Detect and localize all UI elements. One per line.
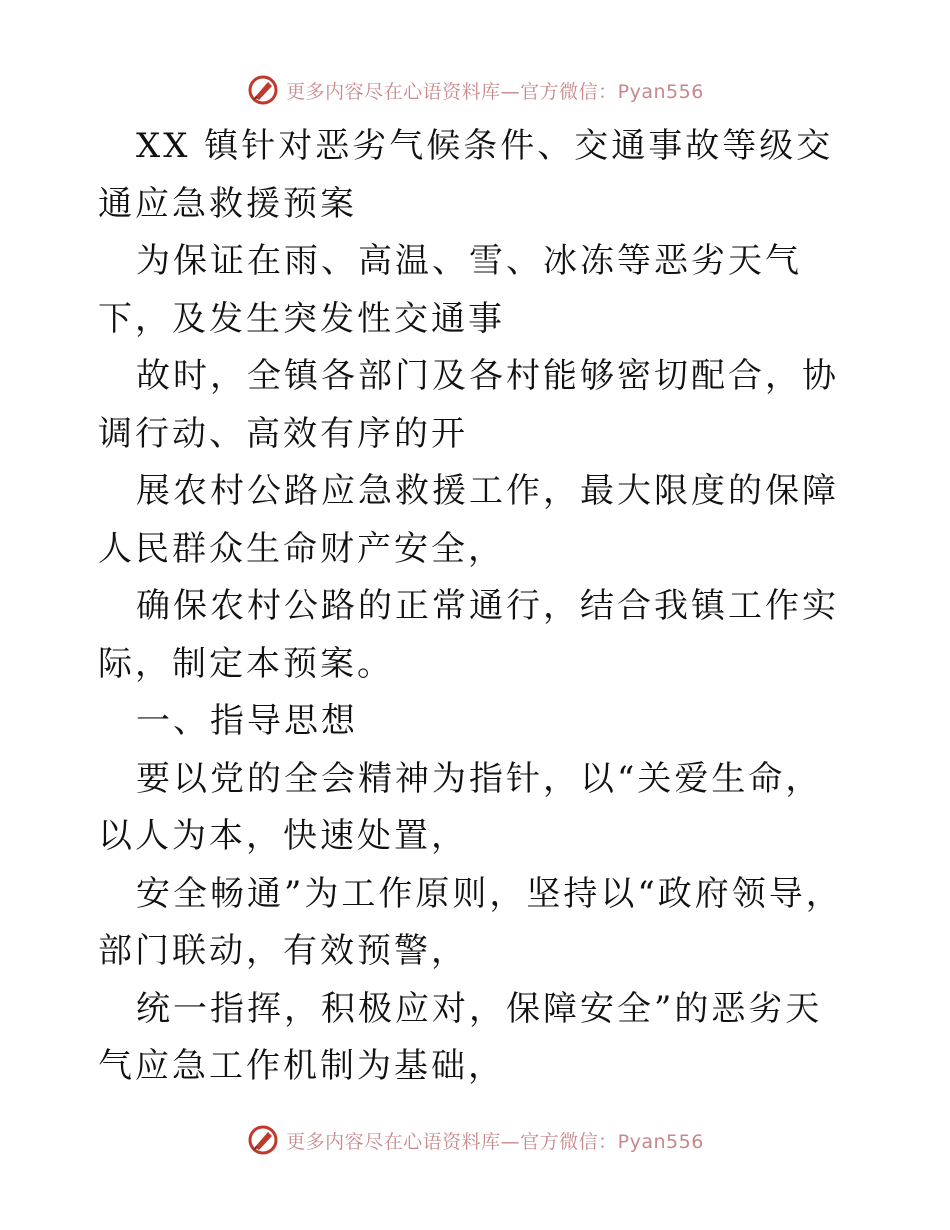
paragraph: 要以党的全会精神为指针，以“关爱生命，以人为本，快速处置， (98, 758, 823, 856)
document-title: XX 镇针对恶劣气候条件、交通事故等级交通应急救援预案 (98, 126, 834, 224)
paragraph: 故时，全镇各部门及各村能够密切配合，协调行动、高效有序的开 (98, 356, 839, 454)
footer-banner-text: 更多内容尽在心语资料库—官方微信：Pyan556 (286, 1130, 704, 1153)
paragraph: 确保农村公路的正常通行，结合我镇工作实际，制定本预案。 (98, 586, 839, 684)
header-banner-text: 更多内容尽在心语资料库—官方微信：Pyan556 (286, 80, 704, 103)
paragraph: 为保证在雨、高温、雪、冰冻等恶劣天气下，及发生突发性交通事 (98, 241, 802, 339)
paragraph: 统一指挥，积极应对，保障安全”的恶劣天气应急工作机制为基础， (98, 988, 823, 1086)
footer-watermark (0, 1120, 950, 1160)
pen-seal-logo-icon (246, 73, 280, 107)
header-watermark (0, 70, 950, 110)
pen-seal-logo-icon (246, 1123, 280, 1157)
section-heading: 一、指导思想 (136, 701, 358, 741)
paragraph: 展农村公路应急救援工作，最大限度的保障人民群众生命财产安全， (98, 471, 839, 569)
document-body (98, 118, 858, 1096)
paragraph: 安全畅通”为工作原则，坚持以“政府领导，部门联动，有效预警， (98, 873, 843, 971)
